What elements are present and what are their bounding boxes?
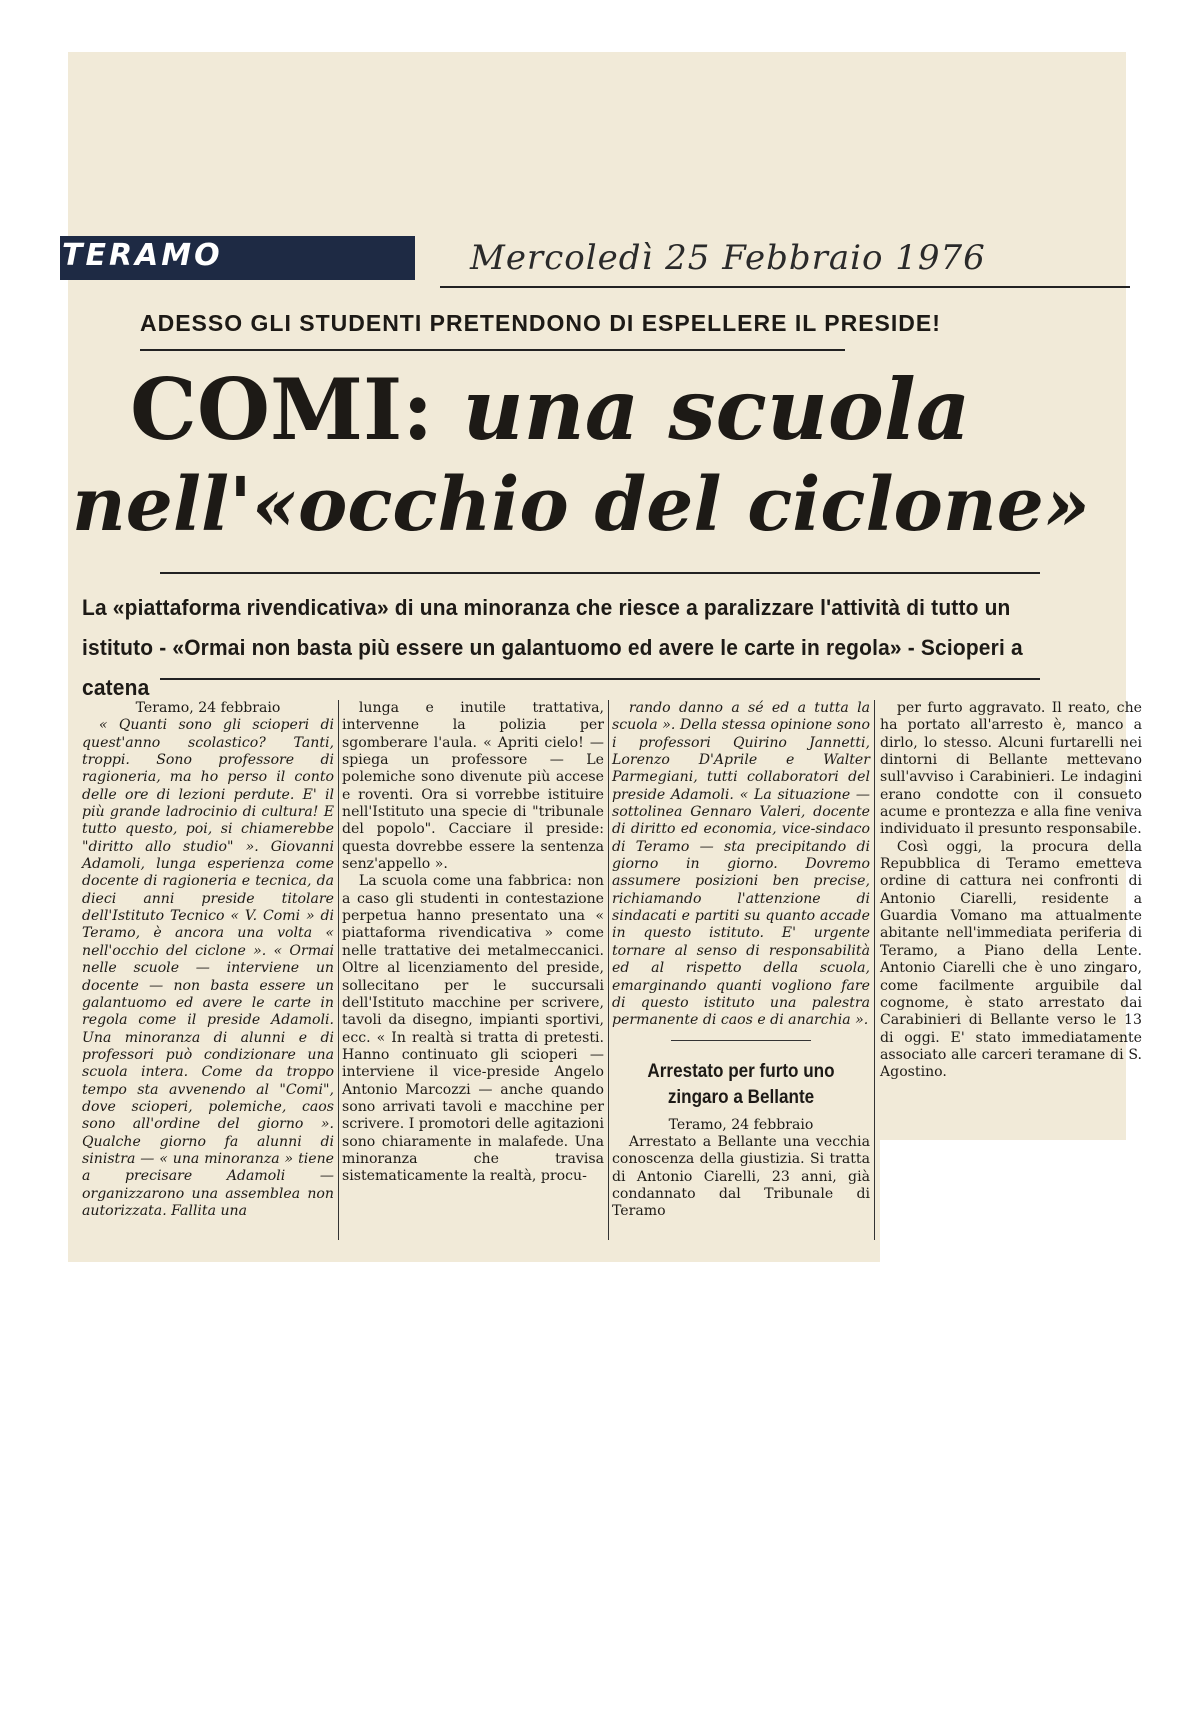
article-column-1 bbox=[82, 700, 334, 1220]
kicker: ADESSO GLI STUDENTI PRETENDONO DI ESPELLERE IL PRESIDE! bbox=[140, 310, 941, 336]
article-dateline: Teramo, 24 febbraio bbox=[135, 700, 281, 716]
clipping-cut-area bbox=[880, 1140, 1140, 1270]
column-rule bbox=[608, 700, 609, 1240]
article-column-2 bbox=[342, 700, 604, 1186]
kicker-rule bbox=[140, 349, 845, 351]
date-underline bbox=[440, 286, 1130, 288]
second-article-dateline: Teramo, 24 febbraio bbox=[668, 1116, 814, 1133]
handwritten-date: Mercoledì 25 Febbraio 1976 bbox=[470, 238, 986, 278]
article-text: « Quanti sono gli scioperi di quest'anno scolastico? Tanti, troppi. Sono professore di ragioneria, ma ho perso il conto delle ore di lezioni perdute. E' il più grande ladrocinio di cultura! E tutto questo, poi, si chiamerebbe "diritto allo studio" ». Giovanni Adamoli, lunga esperienza come docente di ragioneria e tecnica, da dieci anni preside titolare dell'Istituto Tecnico « V. Comi » di Teramo, è ancora una volta « nell'occhio del ciclone ». « Ormai nelle scuole — interviene un docente — non basta essere un galantuomo ed avere le carte in regola come il preside Adamoli. Una minoranza di alunni e di professori può condizionare una scuola intera. Come da troppo tempo sta avvenendo al "Comi", dove scioperi, polemiche, caos sono all'ordine del giorno ». Qualche giorno fa alunni di sinistra — « una minoranza » tiene a precisare Adamoli — organizzarono una assemblea non autorizzata. Fallita una bbox=[82, 717, 334, 1219]
article-column-4 bbox=[880, 700, 1142, 1082]
article-text: La scuola come una fabbrica: non a caso gli studenti in contestazione perpetua hanno presentato una « piattaforma rivendicativa » come nelle trattative dei metalmeccanici. Oltre al licenziamento del preside, sollecitano per le succursali dell'Istituto macchine per scrivere, tavoli da disegno, impianti sportivi, ecc. « In realtà si tratta di pretesti. Hanno continuato gli scioperi — interviene il vice-preside Angelo Antonio Marcozzi — anche quando sono arrivati tavoli e macchine per scrivere. I promotori delle agitazioni sono chiaramente in malafede. Una minoranza che travisa sistematicamente la realtà, procu- bbox=[342, 873, 604, 1185]
deck-rule bbox=[160, 678, 1040, 680]
headline-rule bbox=[160, 572, 1040, 574]
headline-line-2: nell'«occhio del ciclone» bbox=[72, 462, 1091, 548]
column-rule bbox=[338, 700, 339, 1240]
second-article-text: Arrestato a Bellante una vecchia conoscenza della giustizia. Si tratta di Antonio Ciarelli, 23 anni, già condannato dal Tribunale di Teramo bbox=[612, 1133, 870, 1220]
second-article-title: Arrestato per furto uno zingaro a Bellante bbox=[647, 1060, 835, 1108]
column-rule bbox=[874, 700, 875, 1240]
second-article-text: per furto aggravato. Il reato, che ha portato all'arresto è, manco a dirlo, lo stesso. Alcuni furtarelli nei dintorni di Bellante mettevano sull'avviso i Carabinieri. Le indagini erano condotte con il consueto acume e prontezza e alla fine veniva individuato il presunto responsabile. bbox=[880, 700, 1142, 838]
article-text: rando danno a sé ed a tutta la scuola ». Della stessa opinione sono i professori Quirino Jannetti, Lorenzo D'Aprile e Walter Parmegiani, tutti collaboratori del preside Adamoli. « La situazione — sottolinea Gennaro Valeri, docente di diritto ed economia, vice-sindaco di Teramo — sta precipitando di giorno in giorno. Dovremo assumere posizioni ben precise, richiamando l'attenzione di sindacati e partiti su quanto accade in questo istituto. E' urgente tornare al senso di responsabilità ed al rispetto della scuola, emarginando quanti vogliono fare di questo istituto una palestra permanente di caos e di anarchia ». bbox=[612, 700, 870, 1029]
section-label: TERAMO bbox=[62, 238, 223, 273]
article-text: lunga e inutile trattativa, intervenne la polizia per sgomberare l'aula. « Apriti cielo! — spiega un professore — Le polemiche sono divenute più accese e roventi. Ora si vorrebbe istituire nell'Istituto una specie di "tribunale del popolo". Cacciare il preside: questa dovrebbe essere la sentenza senz'appello ». bbox=[342, 700, 604, 873]
second-article-text: Così oggi, la procura della Repubblica di Teramo emetteva ordine di cattura nei confronti di Antonio Ciarelli, residente a Guardia Vomano ma attualmente abitante nell'immediata periferia di Teramo, a Piano della Lente. Antonio Ciarelli che è uno zingaro, come facilmente arguibile dal cognome, è stato arrestato dai Carabinieri di Bellante verso le 13 di oggi. E' stato immediatamente associato alle carceri teramane di S. Agostino. bbox=[880, 838, 1142, 1081]
subhead-rule bbox=[671, 1040, 811, 1041]
deck: La «piattaforma rivendicativa» di una minoranza che riesce a paralizzare l'attività di tutto un istituto - «Ormai non basta più essere un galantuomo ed avere le carte in regola» - Scioperi a catena bbox=[82, 595, 1023, 700]
headline-line-1 bbox=[130, 360, 971, 459]
headline-una-scuola: una scuola bbox=[462, 360, 971, 459]
headline-comi: COMI: bbox=[130, 360, 434, 459]
article-column-3 bbox=[612, 700, 870, 1221]
